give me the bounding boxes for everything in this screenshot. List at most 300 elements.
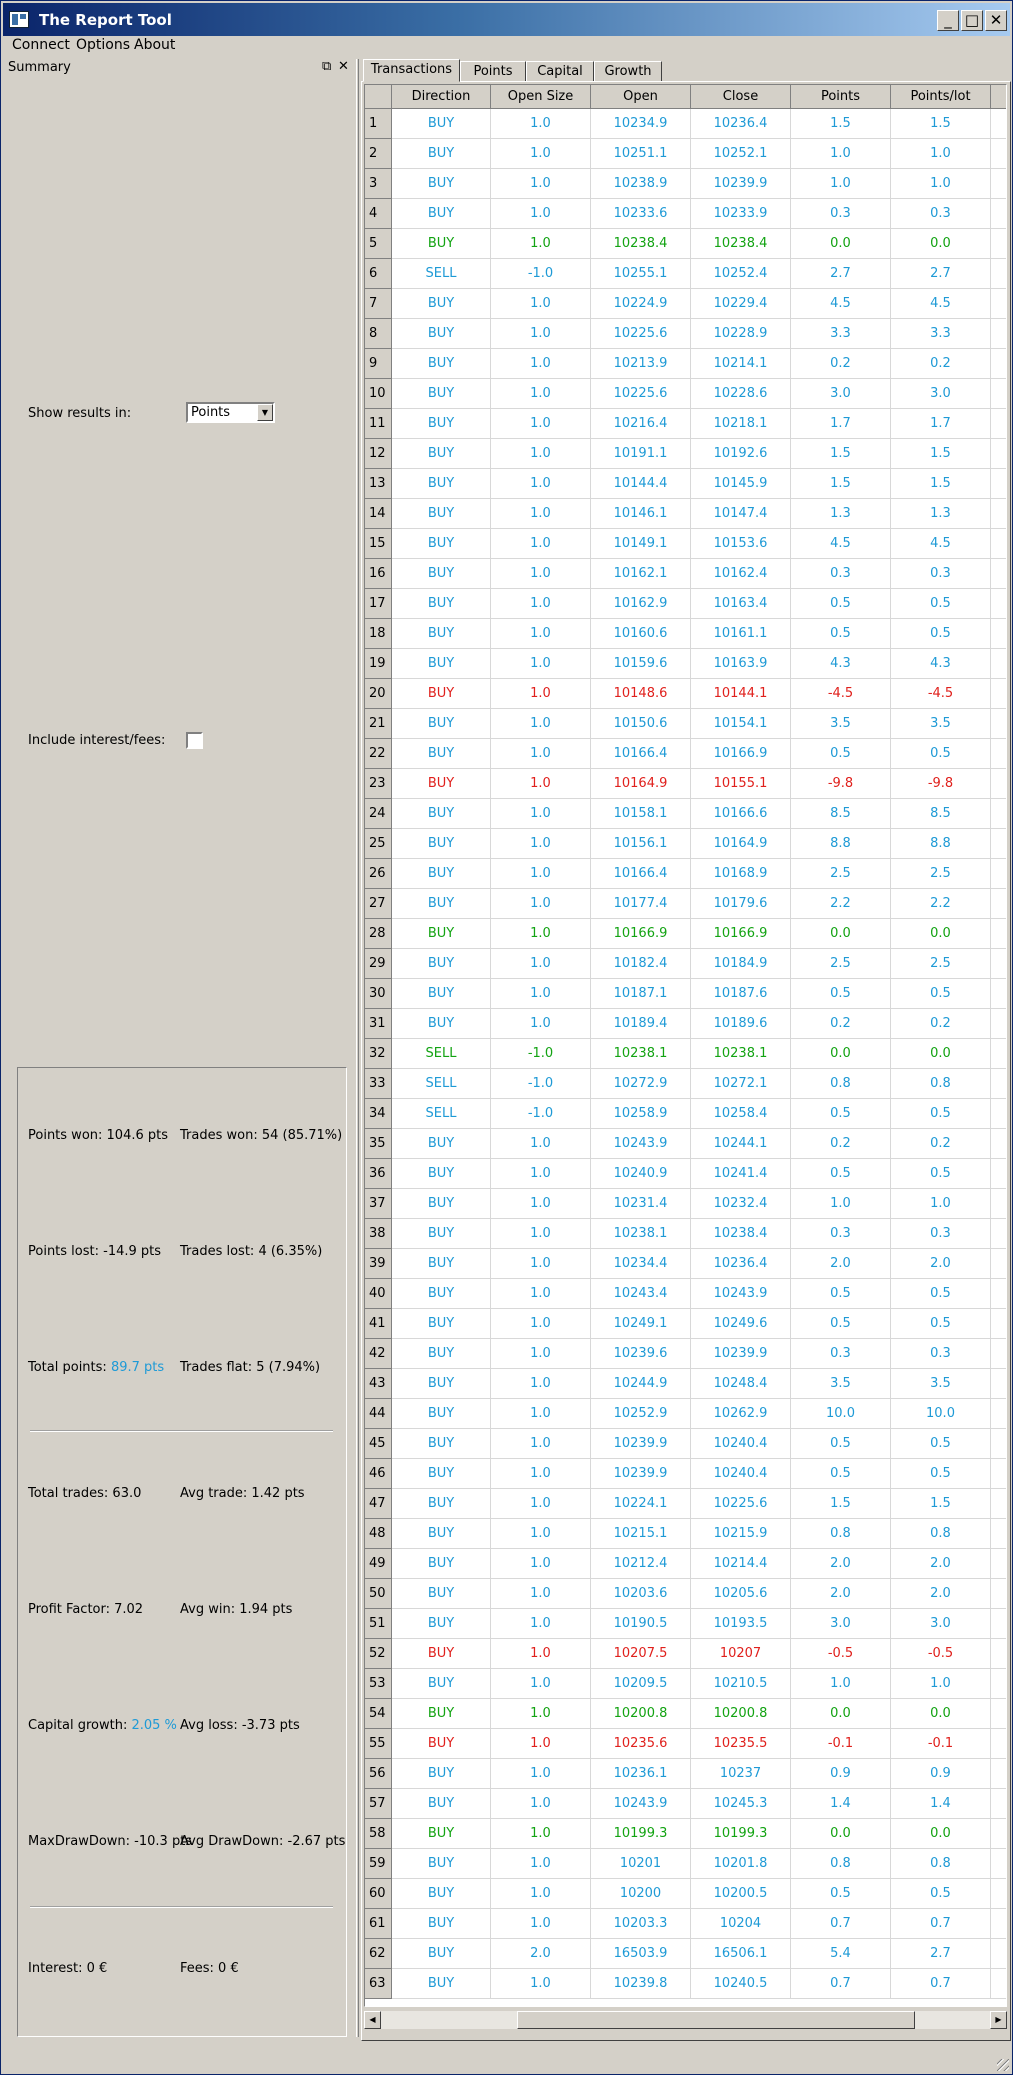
include-fees-checkbox[interactable] <box>186 732 203 749</box>
table-cell[interactable]: 0.0 <box>891 1039 991 1069</box>
table-cell[interactable]: 1.4 <box>891 1789 991 1819</box>
row-header[interactable]: 47 <box>365 1489 392 1519</box>
row-header[interactable]: 56 <box>365 1759 392 1789</box>
table-cell[interactable]: 10214.1 <box>691 349 791 379</box>
table-cell[interactable]: 1.5 <box>891 439 991 469</box>
table-cell[interactable]: 1.0 <box>491 769 591 799</box>
table-cell[interactable]: 1.0 <box>491 1639 591 1669</box>
table-cell[interactable]: 10236.4 <box>691 109 791 139</box>
table-cell[interactable]: 0.3 <box>791 1339 891 1369</box>
table-cell[interactable]: 1.0 <box>491 1009 591 1039</box>
table-cell[interactable]: 10239.9 <box>591 1459 691 1489</box>
table-cell[interactable]: 3.5 <box>891 1369 991 1399</box>
table-cell[interactable]: 0.3 <box>791 1219 891 1249</box>
table-cell[interactable]: 1.0 <box>491 1549 591 1579</box>
table-cell[interactable]: 1.0 <box>491 1429 591 1459</box>
row-header[interactable]: 40 <box>365 1279 392 1309</box>
row-header[interactable]: 48 <box>365 1519 392 1549</box>
table-cell[interactable]: 3.5 <box>791 1369 891 1399</box>
row-header[interactable]: 51 <box>365 1609 392 1639</box>
table-cell[interactable]: 10212.4 <box>591 1549 691 1579</box>
table-cell[interactable]: 10239.9 <box>591 1429 691 1459</box>
table-cell[interactable]: BUY <box>392 1819 491 1849</box>
table-cell[interactable]: 3.5 <box>891 709 991 739</box>
table-cell[interactable]: 0.7 <box>891 1909 991 1939</box>
table-cell[interactable]: 10166.9 <box>691 739 791 769</box>
table-cell[interactable]: SELL <box>392 1099 491 1129</box>
table-cell[interactable]: 5.4 <box>791 1939 891 1969</box>
table-cell[interactable]: 10236.1 <box>591 1759 691 1789</box>
table-cell[interactable]: 0.2 <box>791 1129 891 1159</box>
table-cell[interactable]: 1.0 <box>491 1309 591 1339</box>
table-cell[interactable]: 10156.1 <box>591 829 691 859</box>
row-header[interactable]: 8 <box>365 319 392 349</box>
row-header[interactable]: 14 <box>365 499 392 529</box>
table-cell[interactable]: 10150.6 <box>591 709 691 739</box>
table-cell[interactable]: BUY <box>392 1339 491 1369</box>
row-header[interactable]: 12 <box>365 439 392 469</box>
table-cell[interactable]: 10249.1 <box>591 1309 691 1339</box>
table-cell[interactable]: 8.5 <box>891 799 991 829</box>
table-cell[interactable]: 10224.9 <box>591 289 691 319</box>
column-header[interactable]: Open <box>591 85 691 109</box>
column-header[interactable]: Points/lot <box>891 85 991 109</box>
row-header[interactable]: 20 <box>365 679 392 709</box>
table-cell[interactable]: SELL <box>392 1039 491 1069</box>
table-cell[interactable]: 2.5 <box>891 949 991 979</box>
table-cell[interactable]: BUY <box>392 1189 491 1219</box>
table-cell[interactable]: 10207.5 <box>591 1639 691 1669</box>
row-header[interactable]: 19 <box>365 649 392 679</box>
table-cell[interactable]: 1.5 <box>791 439 891 469</box>
table-cell[interactable]: BUY <box>392 1969 491 1999</box>
table-cell[interactable]: 0.9 <box>791 1759 891 1789</box>
table-cell[interactable]: 2.0 <box>791 1549 891 1579</box>
table-cell[interactable]: 1.0 <box>791 1189 891 1219</box>
row-header[interactable]: 18 <box>365 619 392 649</box>
table-cell[interactable]: 2.5 <box>791 859 891 889</box>
table-cell[interactable]: BUY <box>392 199 491 229</box>
minimize-icon[interactable]: _ <box>937 10 959 31</box>
table-cell[interactable]: 10224.1 <box>591 1489 691 1519</box>
table-cell[interactable]: BUY <box>392 379 491 409</box>
scrollbar-thumb[interactable] <box>517 2011 915 2029</box>
table-cell[interactable]: 1.0 <box>891 1189 991 1219</box>
table-cell[interactable]: 1.3 <box>891 499 991 529</box>
row-header[interactable]: 37 <box>365 1189 392 1219</box>
table-cell[interactable]: 0.7 <box>791 1909 891 1939</box>
table-cell[interactable]: 1.0 <box>491 1819 591 1849</box>
table-cell[interactable]: 10239.8 <box>591 1969 691 1999</box>
row-header[interactable]: 21 <box>365 709 392 739</box>
table-cell[interactable]: 1.0 <box>491 1849 591 1879</box>
restore-icon[interactable]: ⧉ <box>322 59 332 74</box>
table-cell[interactable]: 10243.9 <box>591 1789 691 1819</box>
table-cell[interactable]: 2.5 <box>891 859 991 889</box>
table-cell[interactable]: BUY <box>392 949 491 979</box>
table-cell[interactable]: 1.0 <box>491 1699 591 1729</box>
row-header[interactable]: 34 <box>365 1099 392 1129</box>
table-cell[interactable]: 2.0 <box>791 1249 891 1279</box>
row-header[interactable]: 33 <box>365 1069 392 1099</box>
table-cell[interactable]: 1.5 <box>891 1489 991 1519</box>
table-cell[interactable]: 10228.6 <box>691 379 791 409</box>
table-cell[interactable]: 1.0 <box>491 1159 591 1189</box>
table-cell[interactable]: BUY <box>392 799 491 829</box>
table-cell[interactable]: 0.8 <box>791 1849 891 1879</box>
table-cell[interactable]: 10163.9 <box>691 649 791 679</box>
row-header[interactable]: 54 <box>365 1699 392 1729</box>
table-cell[interactable]: BUY <box>392 1849 491 1879</box>
table-cell[interactable]: 2.7 <box>891 259 991 289</box>
table-cell[interactable]: 2.2 <box>791 889 891 919</box>
table-cell[interactable]: 10200.8 <box>691 1699 791 1729</box>
table-cell[interactable]: 1.0 <box>891 139 991 169</box>
table-cell[interactable]: BUY <box>392 1729 491 1759</box>
table-cell[interactable]: 0.8 <box>891 1849 991 1879</box>
table-cell[interactable]: 10166.4 <box>591 739 691 769</box>
table-cell[interactable]: 10252.1 <box>691 139 791 169</box>
table-cell[interactable]: 2.0 <box>791 1579 891 1609</box>
menu-connect[interactable]: Connect <box>12 37 70 53</box>
table-cell[interactable]: 0.5 <box>891 739 991 769</box>
scroll-right-icon[interactable]: ▶ <box>990 2011 1007 2029</box>
table-cell[interactable]: 10262.9 <box>691 1399 791 1429</box>
row-header[interactable]: 25 <box>365 829 392 859</box>
table-cell[interactable]: 1.0 <box>491 1609 591 1639</box>
table-cell[interactable]: 1.0 <box>491 1129 591 1159</box>
table-cell[interactable]: 10199.3 <box>691 1819 791 1849</box>
table-cell[interactable]: 10229.4 <box>691 289 791 319</box>
table-cell[interactable]: 10258.9 <box>591 1099 691 1129</box>
table-cell[interactable]: 10239.9 <box>691 169 791 199</box>
row-header[interactable]: 15 <box>365 529 392 559</box>
table-cell[interactable]: 0.7 <box>791 1969 891 1999</box>
table-cell[interactable]: 10239.9 <box>691 1339 791 1369</box>
table-cell[interactable]: 1.0 <box>791 169 891 199</box>
table-cell[interactable]: 10243.9 <box>691 1279 791 1309</box>
table-cell[interactable]: 10168.9 <box>691 859 791 889</box>
table-cell[interactable]: 1.0 <box>491 409 591 439</box>
table-cell[interactable]: BUY <box>392 709 491 739</box>
table-cell[interactable]: 10145.9 <box>691 469 791 499</box>
table-cell[interactable]: 10199.3 <box>591 1819 691 1849</box>
table-cell[interactable]: BUY <box>392 1009 491 1039</box>
table-cell[interactable]: BUY <box>392 1609 491 1639</box>
table-cell[interactable]: SELL <box>392 259 491 289</box>
table-cell[interactable]: 10159.6 <box>591 649 691 679</box>
table-cell[interactable]: 2.0 <box>891 1549 991 1579</box>
table-cell[interactable]: 1.5 <box>791 109 891 139</box>
row-header[interactable]: 41 <box>365 1309 392 1339</box>
table-cell[interactable]: 10239.6 <box>591 1339 691 1369</box>
table-cell[interactable]: 10153.6 <box>691 529 791 559</box>
table-cell[interactable]: 1.0 <box>491 1339 591 1369</box>
table-cell[interactable]: BUY <box>392 1699 491 1729</box>
table-cell[interactable]: 1.0 <box>491 139 591 169</box>
table-cell[interactable]: 0.0 <box>791 1819 891 1849</box>
table-cell[interactable]: 0.3 <box>891 1219 991 1249</box>
row-header[interactable]: 36 <box>365 1159 392 1189</box>
row-header[interactable]: 55 <box>365 1729 392 1759</box>
table-cell[interactable]: 0.0 <box>891 229 991 259</box>
table-cell[interactable]: 0.5 <box>891 1459 991 1489</box>
table-cell[interactable]: 0.8 <box>891 1069 991 1099</box>
table-cell[interactable]: 4.5 <box>891 529 991 559</box>
table-cell[interactable]: 1.0 <box>491 889 591 919</box>
table-cell[interactable]: 10238.4 <box>591 229 691 259</box>
table-cell[interactable]: 1.0 <box>491 1369 591 1399</box>
row-header[interactable]: 2 <box>365 139 392 169</box>
table-cell[interactable]: 0.0 <box>891 1699 991 1729</box>
horizontal-scrollbar[interactable] <box>364 2011 1007 2029</box>
table-cell[interactable]: BUY <box>392 1159 491 1189</box>
table-cell[interactable]: 0.2 <box>791 349 891 379</box>
table-cell[interactable]: 10238.1 <box>591 1039 691 1069</box>
table-cell[interactable]: 1.0 <box>491 1579 591 1609</box>
table-cell[interactable]: 1.0 <box>491 589 591 619</box>
table-cell[interactable]: 2.7 <box>791 259 891 289</box>
row-header[interactable]: 63 <box>365 1969 392 1999</box>
row-header[interactable]: 9 <box>365 349 392 379</box>
table-cell[interactable]: 1.5 <box>791 469 891 499</box>
maximize-icon[interactable]: □ <box>961 10 983 31</box>
table-cell[interactable]: 10166.4 <box>591 859 691 889</box>
table-cell[interactable]: BUY <box>392 529 491 559</box>
table-cell[interactable]: 10235.5 <box>691 1729 791 1759</box>
table-cell[interactable]: 1.0 <box>491 1729 591 1759</box>
table-cell[interactable]: 10163.4 <box>691 589 791 619</box>
row-header[interactable]: 49 <box>365 1549 392 1579</box>
table-cell[interactable]: 10240.9 <box>591 1159 691 1189</box>
close-icon[interactable]: ✕ <box>985 10 1007 31</box>
table-cell[interactable]: 3.0 <box>891 379 991 409</box>
table-cell[interactable]: 3.3 <box>891 319 991 349</box>
table-cell[interactable]: 10244.1 <box>691 1129 791 1159</box>
table-cell[interactable]: 10244.9 <box>591 1369 691 1399</box>
table-cell[interactable]: BUY <box>392 229 491 259</box>
table-cell[interactable]: BUY <box>392 1759 491 1789</box>
table-cell[interactable]: 10190.5 <box>591 1609 691 1639</box>
table-cell[interactable]: 10228.9 <box>691 319 791 349</box>
row-header[interactable]: 62 <box>365 1939 392 1969</box>
table-cell[interactable]: 1.0 <box>491 1459 591 1489</box>
table-cell[interactable]: 2.5 <box>791 949 891 979</box>
row-header[interactable]: 10 <box>365 379 392 409</box>
row-header[interactable]: 35 <box>365 1129 392 1159</box>
table-cell[interactable]: BUY <box>392 409 491 439</box>
table-cell[interactable]: 1.0 <box>891 1669 991 1699</box>
table-cell[interactable]: 0.5 <box>791 589 891 619</box>
resize-grip-icon[interactable] <box>997 2059 1009 2071</box>
table-cell[interactable]: 0.8 <box>791 1069 891 1099</box>
table-cell[interactable]: 1.0 <box>491 1519 591 1549</box>
table-cell[interactable]: 10187.1 <box>591 979 691 1009</box>
table-cell[interactable]: 10249.6 <box>691 1309 791 1339</box>
table-cell[interactable]: 1.0 <box>491 1759 591 1789</box>
table-cell[interactable]: BUY <box>392 1429 491 1459</box>
table-cell[interactable]: 0.0 <box>791 919 891 949</box>
table-cell[interactable]: 0.8 <box>891 1519 991 1549</box>
table-cell[interactable]: 2.0 <box>491 1939 591 1969</box>
table-cell[interactable]: BUY <box>392 649 491 679</box>
table-cell[interactable]: 16506.1 <box>691 1939 791 1969</box>
table-cell[interactable]: 0.9 <box>891 1759 991 1789</box>
table-cell[interactable]: 2.2 <box>891 889 991 919</box>
row-header[interactable]: 22 <box>365 739 392 769</box>
table-cell[interactable]: 0.7 <box>891 1969 991 1999</box>
table-cell[interactable]: 1.0 <box>491 199 591 229</box>
row-header[interactable]: 27 <box>365 889 392 919</box>
table-cell[interactable]: BUY <box>392 1549 491 1579</box>
table-cell[interactable]: 1.0 <box>491 499 591 529</box>
table-cell[interactable]: 10214.4 <box>691 1549 791 1579</box>
table-cell[interactable]: -1.0 <box>491 1069 591 1099</box>
table-cell[interactable]: 10216.4 <box>591 409 691 439</box>
table-cell[interactable]: 1.0 <box>491 349 591 379</box>
row-header[interactable]: 13 <box>365 469 392 499</box>
table-cell[interactable]: 10248.4 <box>691 1369 791 1399</box>
table-cell[interactable]: 10240.4 <box>691 1429 791 1459</box>
table-cell[interactable]: SELL <box>392 1069 491 1099</box>
table-cell[interactable]: 3.0 <box>791 379 891 409</box>
table-cell[interactable]: BUY <box>392 1789 491 1819</box>
table-cell[interactable]: BUY <box>392 619 491 649</box>
table-cell[interactable]: 10200.5 <box>691 1879 791 1909</box>
table-cell[interactable]: 0.5 <box>891 979 991 1009</box>
table-cell[interactable]: 1.0 <box>491 1969 591 1999</box>
table-cell[interactable]: BUY <box>392 1639 491 1669</box>
table-cell[interactable]: 2.0 <box>891 1579 991 1609</box>
table-cell[interactable]: 0.5 <box>891 619 991 649</box>
row-header[interactable]: 31 <box>365 1009 392 1039</box>
table-cell[interactable]: BUY <box>392 889 491 919</box>
row-header[interactable]: 38 <box>365 1219 392 1249</box>
table-cell[interactable]: 10166.6 <box>691 799 791 829</box>
table-cell[interactable]: 1.0 <box>791 1669 891 1699</box>
table-cell[interactable]: 1.0 <box>491 619 591 649</box>
table-cell[interactable]: 0.5 <box>791 1459 891 1489</box>
table-cell[interactable]: 10179.6 <box>691 889 791 919</box>
table-cell[interactable]: 10191.1 <box>591 439 691 469</box>
table-cell[interactable]: BUY <box>392 1309 491 1339</box>
table-cell[interactable]: 1.0 <box>491 559 591 589</box>
table-cell[interactable]: 10166.9 <box>691 919 791 949</box>
table-cell[interactable]: BUY <box>392 679 491 709</box>
table-cell[interactable]: 0.5 <box>791 1879 891 1909</box>
row-header[interactable]: 24 <box>365 799 392 829</box>
row-header[interactable]: 1 <box>365 109 392 139</box>
table-cell[interactable]: 1.0 <box>491 919 591 949</box>
table-cell[interactable]: BUY <box>392 1129 491 1159</box>
table-cell[interactable]: 10213.9 <box>591 349 691 379</box>
table-cell[interactable]: BUY <box>392 1219 491 1249</box>
table-cell[interactable]: 10243.4 <box>591 1279 691 1309</box>
table-cell[interactable]: BUY <box>392 1909 491 1939</box>
table-cell[interactable]: 1.5 <box>891 469 991 499</box>
table-cell[interactable]: 0.5 <box>891 1429 991 1459</box>
table-cell[interactable]: BUY <box>392 1399 491 1429</box>
panel-splitter[interactable] <box>356 59 359 2037</box>
table-cell[interactable]: 10158.1 <box>591 799 691 829</box>
row-header[interactable]: 42 <box>365 1339 392 1369</box>
row-header[interactable]: 26 <box>365 859 392 889</box>
table-cell[interactable]: 1.0 <box>491 319 591 349</box>
row-header[interactable]: 60 <box>365 1879 392 1909</box>
table-cell[interactable]: 0.5 <box>791 1429 891 1459</box>
table-cell[interactable]: 1.7 <box>791 409 891 439</box>
table-cell[interactable]: 10252.9 <box>591 1399 691 1429</box>
table-cell[interactable]: 0.3 <box>891 199 991 229</box>
table-cell[interactable]: 10162.9 <box>591 589 691 619</box>
menu-about[interactable]: About <box>134 37 176 53</box>
table-cell[interactable]: 10148.6 <box>591 679 691 709</box>
row-header[interactable]: 39 <box>365 1249 392 1279</box>
table-cell[interactable]: 10189.6 <box>691 1009 791 1039</box>
show-results-select[interactable] <box>186 402 275 423</box>
table-corner[interactable] <box>365 85 392 109</box>
row-header[interactable]: 45 <box>365 1429 392 1459</box>
table-cell[interactable]: 10255.1 <box>591 259 691 289</box>
transactions-table[interactable] <box>364 84 1007 2007</box>
table-cell[interactable]: BUY <box>392 589 491 619</box>
table-cell[interactable]: 10209.5 <box>591 1669 691 1699</box>
table-cell[interactable]: 10162.4 <box>691 559 791 589</box>
table-cell[interactable]: 10241.4 <box>691 1159 791 1189</box>
table-cell[interactable]: 10210.5 <box>691 1669 791 1699</box>
table-cell[interactable]: 0.2 <box>891 349 991 379</box>
table-cell[interactable]: 1.7 <box>891 409 991 439</box>
table-cell[interactable]: 1.0 <box>491 829 591 859</box>
table-cell[interactable]: 0.3 <box>791 199 891 229</box>
table-cell[interactable]: BUY <box>392 1939 491 1969</box>
table-cell[interactable]: 0.2 <box>791 1009 891 1039</box>
table-cell[interactable]: BUY <box>392 349 491 379</box>
row-header[interactable]: 32 <box>365 1039 392 1069</box>
table-cell[interactable]: 2.0 <box>891 1249 991 1279</box>
table-cell[interactable]: 10225.6 <box>691 1489 791 1519</box>
table-cell[interactable]: 4.5 <box>791 289 891 319</box>
table-cell[interactable]: 1.0 <box>491 739 591 769</box>
row-header[interactable]: 6 <box>365 259 392 289</box>
table-cell[interactable]: 3.0 <box>791 1609 891 1639</box>
table-cell[interactable]: 10203.6 <box>591 1579 691 1609</box>
table-cell[interactable]: -1.0 <box>491 1039 591 1069</box>
table-cell[interactable]: 1.0 <box>491 859 591 889</box>
row-header[interactable]: 52 <box>365 1639 392 1669</box>
table-cell[interactable]: BUY <box>392 829 491 859</box>
table-cell[interactable]: 1.0 <box>491 1669 591 1699</box>
table-cell[interactable]: -4.5 <box>791 679 891 709</box>
table-cell[interactable]: 10233.9 <box>691 199 791 229</box>
table-cell[interactable]: 1.0 <box>491 1879 591 1909</box>
table-cell[interactable]: 0.5 <box>891 1099 991 1129</box>
table-cell[interactable]: 8.8 <box>791 829 891 859</box>
table-cell[interactable]: 1.0 <box>491 469 591 499</box>
row-header[interactable]: 28 <box>365 919 392 949</box>
table-cell[interactable]: 0.2 <box>891 1009 991 1039</box>
row-header[interactable]: 5 <box>365 229 392 259</box>
table-cell[interactable]: 1.0 <box>491 649 591 679</box>
table-cell[interactable]: 0.5 <box>891 1879 991 1909</box>
table-cell[interactable]: BUY <box>392 439 491 469</box>
table-cell[interactable]: 10144.4 <box>591 469 691 499</box>
row-header[interactable]: 7 <box>365 289 392 319</box>
table-cell[interactable]: 10235.6 <box>591 1729 691 1759</box>
table-cell[interactable]: 10232.4 <box>691 1189 791 1219</box>
row-header[interactable]: 11 <box>365 409 392 439</box>
row-header[interactable]: 29 <box>365 949 392 979</box>
